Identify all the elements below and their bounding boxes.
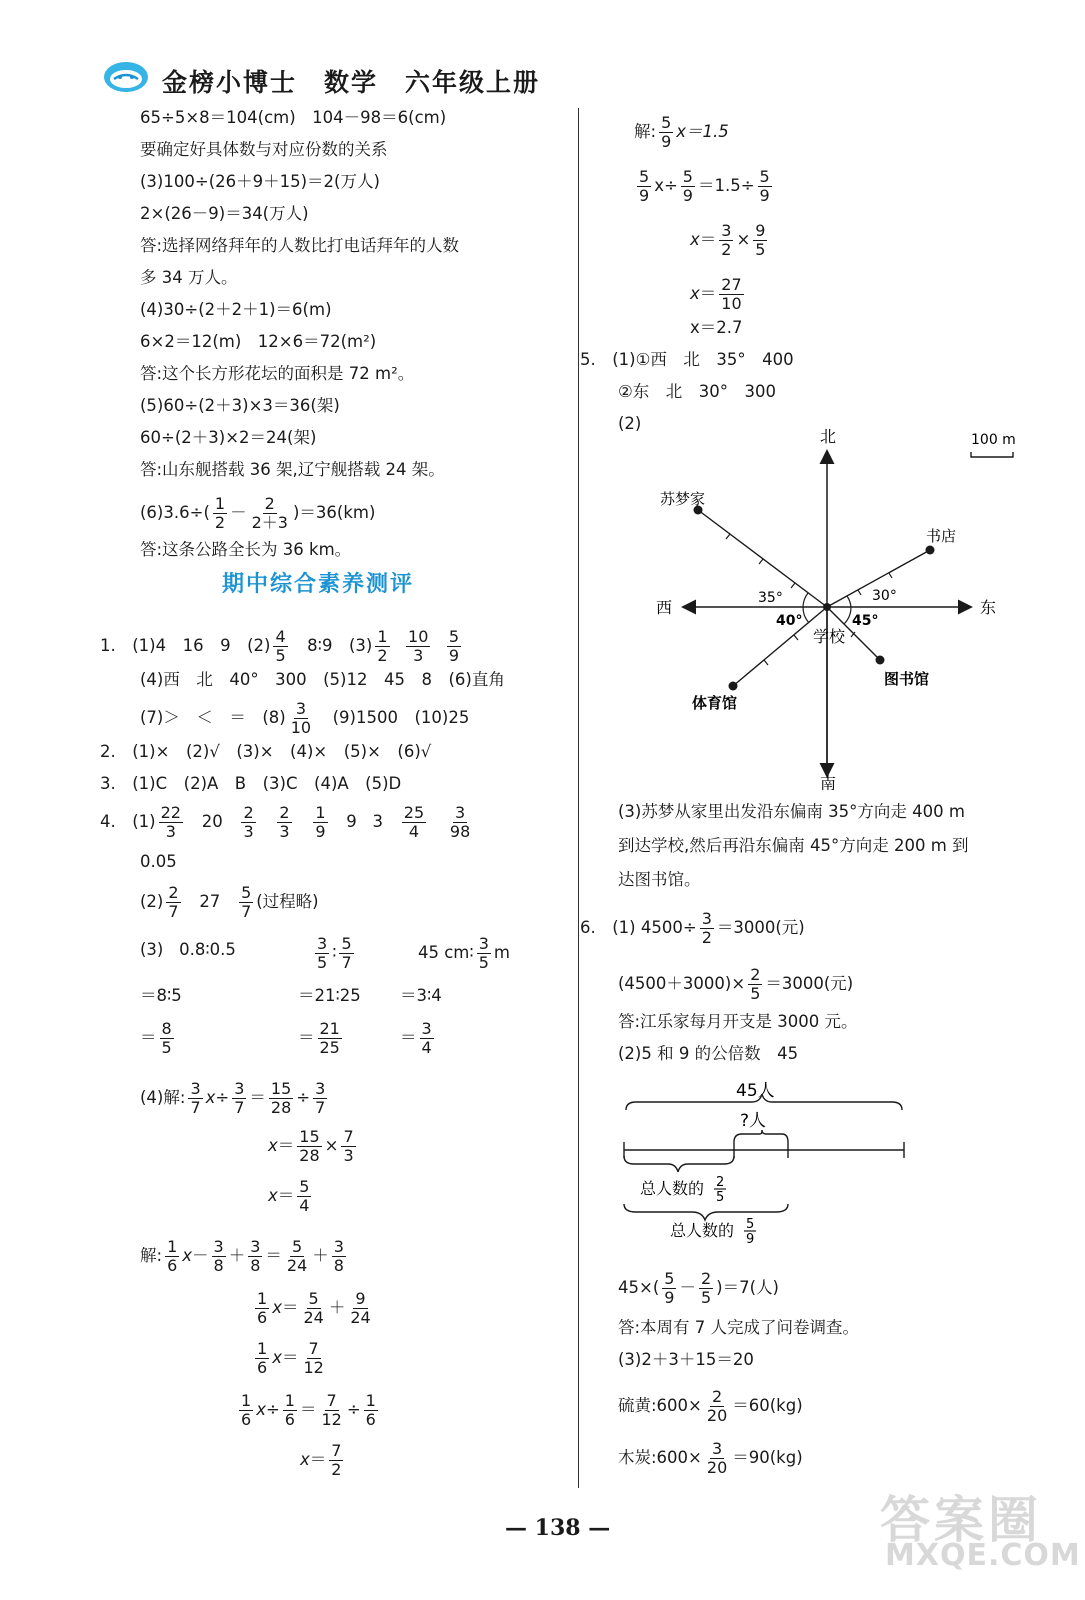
equation-line: x＝ $\frac{5}{4}$	[268, 1177, 310, 1215]
fraction	[315, 935, 329, 972]
fraction-numerator: 3	[478, 934, 489, 953]
line: ＝8∶5	[140, 986, 182, 1005]
fraction-denominator: 28	[299, 1146, 320, 1165]
fraction-denominator: 5	[716, 1190, 725, 1205]
angle-arc-30	[847, 596, 851, 607]
line: 要确定好具体数与对应份数的关系	[140, 140, 388, 159]
fraction	[681, 168, 695, 205]
fraction-denominator: 2	[377, 646, 388, 665]
fraction	[719, 276, 743, 313]
fraction-numerator: 1	[315, 803, 326, 822]
fraction-denominator: 6	[167, 1256, 178, 1275]
line: x＝2.7	[690, 318, 743, 337]
fraction-numerator: 7	[343, 1127, 354, 1146]
fraction	[662, 1270, 676, 1307]
fraction-numerator: 3	[213, 1237, 224, 1256]
equation-line: x＝ $\frac{3}{2}$ × $\frac{9}{5}$	[690, 221, 766, 259]
fraction-numerator: 3	[190, 1079, 201, 1098]
fraction-numerator: 10	[408, 627, 429, 646]
line: 答:这个长方形花坛的面积是 72 m²。	[140, 364, 415, 383]
fraction-denominator: 9	[746, 1232, 755, 1245]
fraction-numerator: 2	[716, 1175, 725, 1190]
fraction	[166, 884, 180, 921]
fraction-denominator: 2	[701, 928, 712, 947]
fraction	[364, 1392, 378, 1429]
line: 答:本周有 7 人完成了问卷调查。	[618, 1318, 860, 1337]
gym-label: 体育馆	[692, 694, 738, 712]
line: 答:选择网络拜年的人数比打电话拜年的人数	[140, 236, 460, 255]
fraction-numerator: 2	[168, 883, 179, 902]
page-header	[98, 55, 578, 103]
fraction	[297, 1178, 311, 1215]
answer-line: (3) 0.8∶0.5	[140, 940, 236, 959]
fraction	[248, 1238, 262, 1275]
answer-line: 1. (1)4 16 9 (2) $\frac{4}{5}$ 8∶9 (3) $\frac{1}{2}$ $\frac{10}{3}$ $\frac{5}{9}$	[100, 627, 460, 665]
fraction-denominator: 3	[165, 822, 176, 841]
fraction-denominator: 9	[664, 1288, 675, 1307]
fraction	[348, 1290, 372, 1327]
watermark-text: 答案圈	[880, 1491, 1042, 1549]
fraction-denominator: 25	[319, 1038, 340, 1057]
fraction-numerator: 5	[241, 883, 252, 902]
fraction	[239, 1392, 253, 1429]
fraction-denominator: 2＋3	[251, 513, 288, 532]
line: 答:山东舰搭载 36 架,辽宁舰搭载 24 架。	[140, 460, 445, 479]
line: ＝21∶25	[298, 986, 361, 1005]
fraction-denominator: 12	[321, 1410, 342, 1429]
line: (3)苏梦从家里出发沿东偏南 35°方向走 400 m	[618, 802, 965, 821]
equation-line: 硫黄:600× $\frac{2}{20}$ ＝60(kg)	[618, 1387, 803, 1425]
line: 2×(26－9)＝34(万人)	[140, 204, 309, 223]
fraction-numerator: 9	[355, 1289, 366, 1308]
fraction	[748, 966, 762, 1003]
fraction	[477, 935, 491, 972]
equation-line: 木炭:600× $\frac{3}{20}$ ＝90(kg)	[618, 1439, 803, 1477]
equation-line: x＝ $\frac{7}{2}$	[300, 1441, 342, 1479]
fraction-numerator: 5	[639, 167, 650, 186]
angle-arc-45	[844, 607, 851, 624]
section-title: 期中综合素养测评	[222, 572, 415, 597]
fraction-denominator: 28	[270, 1098, 292, 1117]
fraction	[329, 1442, 343, 1479]
fraction-numerator: 4	[275, 627, 286, 646]
line: 达图书馆。	[618, 870, 701, 889]
fraction-denominator: 10	[721, 294, 742, 313]
fraction	[160, 1020, 174, 1057]
scale-bar	[971, 452, 1013, 457]
watermark	[880, 1480, 1080, 1595]
fraction	[339, 935, 353, 972]
fraction-denominator: 9	[448, 646, 460, 665]
column-divider	[578, 108, 579, 1488]
fraction-denominator: 6	[284, 1410, 295, 1429]
fraction-numerator: 5	[664, 1269, 675, 1288]
north-label: 北	[820, 427, 837, 446]
fraction-numerator: 15	[270, 1079, 292, 1098]
equation-line: 解: $\frac{5}{9}$ x＝1.5	[634, 113, 729, 151]
line: 6×2＝12(m) 12×6＝72(m²)	[140, 332, 377, 351]
page-number: — 138 —	[505, 1515, 611, 1541]
fraction-denominator: 5	[755, 240, 766, 259]
fraction-numerator: 3	[421, 1019, 432, 1038]
angle-35: 35°	[758, 590, 783, 606]
fraction-denominator: 98	[449, 822, 471, 841]
line: (4)西 北 40° 300 (5)12 45 8 (6)直角	[140, 670, 505, 689]
fraction-numerator: 3	[234, 1079, 245, 1098]
fraction	[188, 1080, 202, 1117]
answer-line: ＝ $\frac{3}{4}$	[400, 1019, 432, 1057]
fraction	[700, 910, 714, 947]
line: 5. (1)①西 北 35° 400	[580, 350, 794, 369]
fraction-denominator: 9	[661, 132, 672, 151]
fraction	[283, 1392, 297, 1429]
fraction-numerator: 5	[746, 1217, 755, 1232]
line: ②东 北 30° 300	[618, 382, 777, 401]
fraction-denominator: 7	[315, 1098, 326, 1117]
fraction-denominator: 6	[257, 1308, 268, 1327]
fraction-denominator: 8	[250, 1256, 261, 1275]
fraction-numerator: 2	[711, 1387, 723, 1406]
angle-arc-40	[803, 607, 809, 623]
fraction-numerator: 22	[160, 803, 181, 822]
five-ninths-label: 总人数的	[670, 1221, 735, 1240]
fraction-numerator: 5	[291, 1237, 303, 1256]
school-label: 学校	[813, 627, 846, 646]
fraction-denominator: 4	[421, 1038, 432, 1057]
fraction	[159, 804, 183, 841]
fraction-denominator: 9	[639, 186, 650, 205]
fraction	[297, 1128, 321, 1165]
fraction-numerator: 1	[257, 1289, 268, 1308]
equation-line: (4)解: $\frac{3}{7}$ x÷ $\frac{3}{7}$ ＝ $\frac{15}{28}$ ÷ $\frac{3}{7}$	[140, 1079, 326, 1117]
fraction-numerator: 9	[755, 221, 766, 240]
fraction-numerator: 5	[661, 113, 672, 132]
fraction	[285, 1238, 309, 1275]
fraction-numerator: 15	[299, 1127, 320, 1146]
line: 答:这条公路全长为 36 km。	[140, 540, 352, 559]
fraction	[402, 804, 426, 841]
fraction-numerator: 2	[243, 803, 254, 822]
fraction	[301, 1340, 325, 1377]
line: 2. (1)× (2)√ (3)× (4)× (5)× (6)√	[100, 742, 432, 761]
fraction-denominator: 24	[286, 1256, 308, 1275]
angle-arc-35	[803, 593, 808, 607]
fraction	[406, 628, 430, 665]
equation-line: $\frac{1}{6}$ x＝ $\frac{7}{12}$	[257, 1339, 324, 1377]
south-label: 南	[820, 774, 837, 790]
fraction-denominator: 5	[478, 953, 489, 972]
fraction	[250, 495, 290, 532]
two-fifths-brace	[624, 1156, 734, 1172]
fraction-denominator: 6	[241, 1410, 252, 1429]
fraction-denominator: 4	[299, 1196, 310, 1215]
angle-40: 40°	[776, 613, 803, 629]
line: 多 34 万人。	[140, 268, 238, 287]
fraction	[420, 1020, 434, 1057]
fraction-numerator: 3	[315, 1079, 326, 1098]
book-logo-icon	[98, 59, 154, 95]
bookstore-label: 书店	[926, 527, 957, 545]
fraction-denominator: 2	[214, 513, 226, 532]
equation-line: x＝ $\frac{15}{28}$ × $\frac{7}{3}$	[268, 1127, 354, 1165]
two-fifths-label: 总人数的	[640, 1179, 705, 1198]
fraction-numerator: 1	[365, 1391, 376, 1410]
line: 65÷5×8＝104(cm) 104－98＝6(cm)	[140, 108, 447, 127]
equation-line: x＝ $\frac{27}{10}$	[690, 275, 742, 313]
fraction-denominator: 5	[275, 646, 286, 665]
line: (2)	[618, 414, 642, 433]
fraction	[659, 114, 673, 151]
fraction	[239, 884, 253, 921]
fraction-numerator: 5	[682, 167, 693, 186]
answer-line: 4. (1) $\frac{22}{3}$ 20 $\frac{2}{3}$ $\frac{2}{3}$ $\frac{1}{9}$ 9 3 $\frac{25}{4}$ $\frac{3}{98}$	[100, 803, 471, 841]
fraction	[241, 804, 255, 841]
fraction-numerator: 1	[214, 494, 226, 513]
book-title: 金榜小博士 数学 六年级上册	[162, 68, 541, 97]
fraction-numerator: 3	[295, 699, 307, 718]
fraction	[699, 1270, 713, 1307]
fraction-numerator: 7	[308, 1339, 319, 1358]
fraction	[255, 1340, 269, 1377]
line: (3)100÷(26＋9＋15)＝2(万人)	[140, 172, 380, 191]
fraction	[447, 628, 461, 665]
fraction-denominator: 7	[168, 902, 179, 921]
fraction	[332, 1238, 346, 1275]
fraction	[301, 1290, 325, 1327]
fraction-denominator: 20	[706, 1458, 728, 1477]
direction-map	[640, 420, 1050, 790]
fraction-numerator: 3	[333, 1237, 344, 1256]
fraction-denominator: 7	[241, 902, 252, 921]
fraction-denominator: 3	[279, 822, 290, 841]
fraction-denominator: 9	[315, 822, 326, 841]
fraction	[719, 222, 733, 259]
bar-diagram	[612, 1070, 912, 1245]
fraction	[273, 628, 287, 665]
fraction-numerator: 3	[317, 934, 328, 953]
equation-line: 解: $\frac{1}{6}$ x－ $\frac{3}{8}$ ＋ $\frac{3}{8}$ ＝ $\frac{5}{24}$ ＋ $\frac{3}{8}$	[140, 1237, 344, 1275]
fraction-denominator: 5	[161, 1038, 172, 1057]
fraction	[232, 1080, 246, 1117]
fraction	[269, 1080, 293, 1117]
fraction-denominator: 24	[303, 1308, 324, 1327]
equation-line: 45×( $\frac{5}{9}$ － $\frac{2}{5}$ )＝7(人)	[618, 1269, 779, 1307]
fraction	[318, 1020, 342, 1057]
fraction-numerator: 7	[331, 1441, 342, 1460]
five-ninths-brace	[624, 1204, 788, 1220]
fraction-numerator: 27	[721, 275, 742, 294]
fraction	[319, 1392, 343, 1429]
line: 0.05	[140, 852, 177, 871]
fraction-numerator: 1	[241, 1391, 252, 1410]
fraction-numerator: 5	[759, 167, 770, 186]
fraction	[277, 804, 291, 841]
fraction-denominator: 12	[303, 1358, 324, 1377]
library-label: 图书馆	[884, 670, 930, 688]
home-ticks	[726, 534, 795, 588]
fraction-numerator: 2	[264, 494, 275, 513]
fraction-denominator: 7	[341, 953, 352, 972]
equation-line: (6)3.6÷( $\frac{1}{2}$ － $\frac{2}{2+3}$ )＝36(km)	[140, 494, 376, 532]
line: 答:江乐家每月开支是 3000 元。	[618, 1012, 858, 1031]
fraction-numerator: 2	[700, 1269, 712, 1288]
equation-line: $\frac{1}{6}$ x＝ $\frac{5}{24}$ ＋ $\frac{9}{24}$	[257, 1289, 371, 1327]
fraction-numerator: 5	[308, 1289, 319, 1308]
bookstore-point	[926, 546, 935, 555]
fraction	[289, 700, 313, 737]
fraction-numerator: 3	[721, 221, 732, 240]
answer-line: ＝ $\frac{8}{5}$	[140, 1019, 172, 1057]
fraction	[313, 804, 327, 841]
unknown-label: ?人	[740, 1111, 767, 1131]
fraction-numerator: 7	[326, 1391, 337, 1410]
fraction-denominator: 3	[413, 646, 424, 665]
fraction-numerator: 3	[250, 1237, 261, 1256]
fraction	[637, 168, 651, 205]
fraction-numerator: 1	[167, 1237, 178, 1256]
fraction-numerator: 21	[319, 1019, 340, 1038]
fraction-numerator: 25	[403, 803, 425, 822]
unknown-brace	[734, 1130, 788, 1142]
fraction-numerator: 8	[161, 1019, 172, 1038]
fraction	[758, 168, 772, 205]
west-label: 西	[656, 598, 673, 617]
angle-45: 45°	[852, 613, 879, 629]
fraction-denominator: 3	[343, 1146, 354, 1165]
fraction-denominator: 5	[700, 1288, 712, 1307]
fraction-denominator: 10	[290, 718, 312, 737]
fraction-denominator: 6	[257, 1358, 268, 1377]
fraction-denominator: 2	[331, 1460, 342, 1479]
answer-line: ＝ $\frac{21}{25}$	[298, 1019, 340, 1057]
line: (3)2＋3＋15＝20	[618, 1350, 754, 1369]
fraction-denominator: 3	[243, 822, 254, 841]
fraction-denominator: 24	[350, 1308, 371, 1327]
library-point	[876, 656, 885, 665]
line: ＝3∶4	[400, 986, 442, 1005]
total-45-label: 45人	[736, 1081, 775, 1101]
fraction	[705, 1388, 729, 1425]
fraction-numerator: 3	[711, 1439, 723, 1458]
fraction	[375, 628, 389, 665]
ratio-expression: 45 cm∶ $\frac{3}{5}$ m	[418, 934, 510, 972]
line: (2)5 和 9 的公倍数 45	[618, 1044, 799, 1063]
ratio-expression: $\frac{3}{5}$ ∶ $\frac{5}{7}$	[317, 934, 352, 972]
angle-30: 30°	[872, 588, 897, 604]
fraction-denominator: 5	[750, 984, 761, 1003]
fraction-denominator: 7	[234, 1098, 245, 1117]
fraction-denominator: 2	[721, 240, 732, 259]
home-label: 苏梦家	[660, 490, 706, 508]
line: (4)30÷(2＋2＋1)＝6(m)	[140, 300, 332, 319]
fraction-denominator: 9	[759, 186, 770, 205]
fraction-numerator: 2	[750, 965, 761, 984]
fraction	[448, 804, 472, 841]
fraction	[165, 1238, 179, 1275]
fraction-denominator: 8	[213, 1256, 224, 1275]
fraction-denominator: 7	[190, 1098, 201, 1117]
fraction	[313, 1080, 327, 1117]
fraction-numerator: 5	[448, 627, 460, 646]
fraction-numerator: 2	[279, 803, 290, 822]
equation-line: 6. (1) 4500÷ $\frac{3}{2}$ ＝3000(元)	[580, 909, 805, 947]
fraction-numerator: 3	[454, 803, 466, 822]
fraction-numerator: 1	[377, 627, 388, 646]
line: (5)60÷(2＋3)×3＝36(架)	[140, 396, 340, 415]
fraction-denominator: 20	[706, 1406, 728, 1425]
fraction	[753, 222, 767, 259]
equation-line: (4500＋3000)× $\frac{2}{5}$ ＝3000(元)	[618, 965, 854, 1003]
fraction	[213, 495, 227, 532]
line: 3. (1)C (2)A B (3)C (4)A (5)D	[100, 774, 402, 793]
fraction-numerator: 3	[701, 909, 712, 928]
fraction-denominator: 4	[408, 822, 420, 841]
fraction-numerator: 5	[341, 934, 352, 953]
fraction-denominator: 9	[682, 186, 693, 205]
fraction	[255, 1290, 269, 1327]
answer-line: (2) $\frac{2}{7}$ 27 $\frac{5}{7}$ (过程略)	[140, 883, 319, 921]
fraction-numerator: 1	[257, 1339, 268, 1358]
fraction-denominator: 5	[317, 953, 328, 972]
fraction-denominator: 8	[333, 1256, 344, 1275]
fraction-denominator: 6	[365, 1410, 376, 1429]
fraction	[705, 1440, 729, 1477]
fraction	[341, 1128, 355, 1165]
line: 60÷(2＋3)×2＝24(架)	[140, 428, 317, 447]
answer-line: (7)＞ ＜ ＝ (8) $\frac{3}{10}$ (9)1500 (10)25	[140, 699, 470, 737]
fraction	[212, 1238, 226, 1275]
gym-point	[729, 682, 738, 691]
equation-line: $\frac{1}{6}$ x÷ $\frac{1}{6}$ ＝ $\frac{7}{12}$ ÷ $\frac{1}{6}$	[241, 1391, 376, 1429]
equation-line: $\frac{5}{9}$ x÷ $\frac{5}{9}$ ＝1.5÷ $\frac{5}{9}$	[639, 167, 770, 205]
fraction-numerator: 5	[299, 1177, 310, 1196]
watermark-url: MXQE.COM	[885, 1538, 1081, 1573]
scale-label: 100 m	[971, 432, 1016, 448]
east-label: 东	[980, 598, 997, 617]
line: 到达学校,然后再沿东偏南 45°方向走 200 m 到	[618, 836, 969, 855]
school-point	[823, 603, 831, 611]
fraction-numerator: 1	[284, 1391, 295, 1410]
gym-ticks	[764, 635, 798, 665]
